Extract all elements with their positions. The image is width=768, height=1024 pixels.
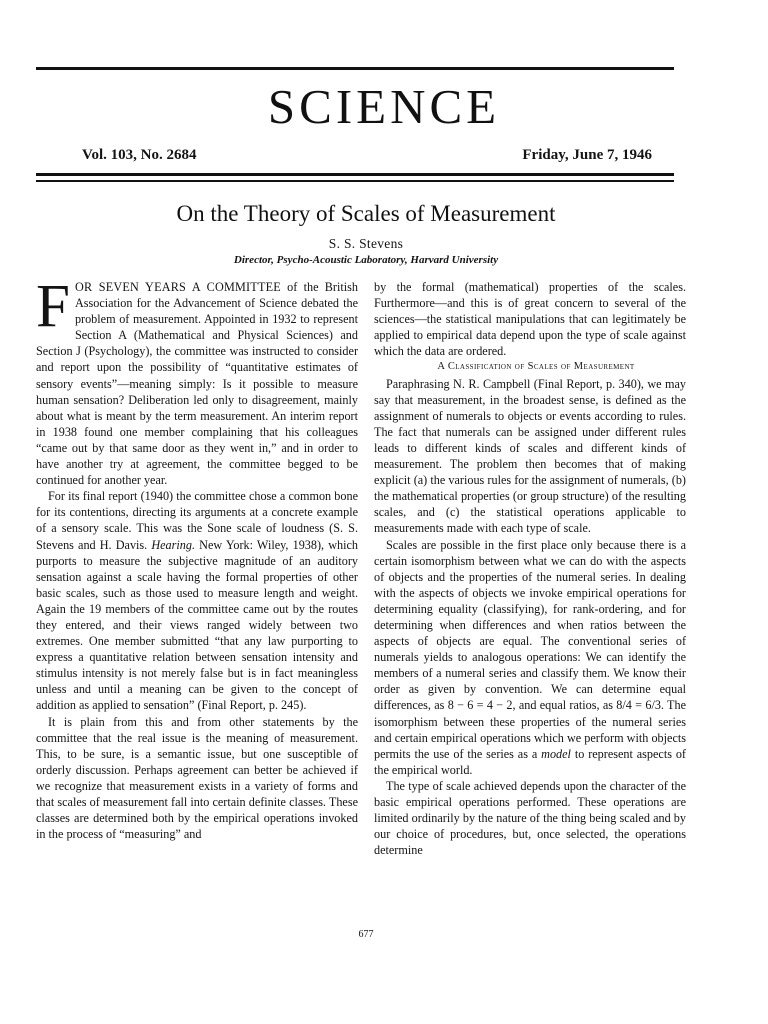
paragraph-text: to represent aspects of the empirical world.	[374, 746, 686, 777]
volume-number: Vol. 103, No. 2684	[82, 147, 197, 163]
section-heading: A Classification of Scales of Measurement	[437, 361, 635, 373]
header-rule-thick	[36, 173, 674, 176]
right-column	[374, 279, 686, 858]
paragraph-campbell: Paraphrasing N. R. Campbell (Final Report, p. 340), we may say that measurement, in the broadest sense, is defined as the assignment of numerals to objects or events according to rules. The fact that numerals can be assigned under different rules leads to different kinds of scales and different kinds of measurement. The problem then becomes that of making explicit (a) the various rules for the assignment of numerals, (b) the mathematical properties (or group structure) of the resulting scales, and (c) the statistical operations applicable to measurements made with each type of scale.	[374, 376, 686, 536]
book-title: Hearing.	[151, 537, 196, 552]
left-column	[36, 273, 358, 842]
paragraph-final-report	[36, 488, 358, 713]
header-rule-thin	[36, 180, 674, 182]
lead-in-small-caps: OR SEVEN YEARS A COMMITTEE	[74, 280, 281, 294]
paragraph-text: New York: Wiley, 1938), which purports to measure the subjective magnitude of an auditory sensation against a scale having the formal properties of other basic scales, such as those used to measure length and weight. Again the 19 members of the committee came out by the routes they entered, and their views ranged widely between two extremes. One member submitted “that any law purporting to express a quantitative relation between sensation intensity and stimulus intensity is not merely false but is in fact meaningless unless and until a meaning can be given to the concept of addition as applied to sensation” (Final Report, p. 245).	[36, 537, 358, 713]
paragraph-intro	[36, 273, 358, 488]
article-title: On the Theory of Scales of Measurement	[176, 201, 556, 226]
paragraph-scale-type: The type of scale achieved depends upon the character of the basic empirical operations performed. These operations are limited ordinarily by the nature of the thing being scaled and by our choice of procedures, but, once selected, the operations determine	[374, 778, 686, 858]
article-author: S. S. Stevens	[328, 236, 404, 251]
paragraph-continued: by the formal (mathematical) properties of the scales. Furthermore—and this is of great concern to several of the sciences—the statistical manipulations that can legitimately be applied to empirical data depend upon the type of scale against which the data are ordered.	[374, 280, 686, 359]
author-affiliation: Director, Psycho-Acoustic Laboratory, Harvard University	[233, 254, 499, 266]
journal-masthead: SCIENCE	[267, 79, 501, 134]
emphasis-model: model	[541, 746, 571, 761]
paragraph-isomorphism	[374, 537, 686, 778]
drop-cap: F	[36, 273, 70, 340]
paragraph-text: Scales are possible in the first place only because there is a certain isomorphism between what we can do with the aspects of objects and the properties of the numeral series. In dealing with the aspects of objects we invoke empirical operations for determining equality (classifying), for rank-ordering, and for determining when differences and when ratios between the aspects of objects are equal. The conventional series of numerals yields to analogous operations: We can identify the members of a numeral series and classify them. We know their order as given by convention. We can determine equal differences, as 8 − 6 = 4 − 2, and equal ratios, as 8/4 = 6/3. The isomorphism between these properties of the numeral series and certain empirical operations which we perform with objects permits the use of the series as a	[374, 537, 686, 761]
page-number: 677	[358, 929, 374, 940]
top-rule	[36, 67, 674, 70]
paragraph-meaning-of-measurement: It is plain from this and from other statements by the committee that the real issue is the meaning of measurement. This, to be sure, is a semantic issue, but one susceptible of orderly discussion. Perhaps agreement can better be achieved if we recognize that measurement exists in a variety of forms and that scales of measurement fall into certain definite classes. These classes are determined both by the empirical operations invoked in the process of “measuring” and	[36, 714, 358, 842]
paragraph-text: For its final report (1940) the committee chose a common bone for its contentions, directing its arguments at a concrete example of a sensory scale. This was the Sone scale of loudness (S. S. Stevens and H. Davis.	[36, 489, 358, 552]
issue-date: Friday, June 7, 1946	[522, 147, 652, 163]
paragraph-text: of the British Association for the Advancement of Science debated the problem of measurement. Appointed in 1932 to represent Section A (Mathematical and Physical Sciences) and Section J (Psychology), the committee was instructed to consider and report upon the possibility of “quantitative estimates of sensory events”—meaning simply: Is it possible to measure human sensation? Deliberation led only to disagreement, mainly about what is meant by the term measurement. An interim report in 1938 found one member complaining that his colleagues “came out by that same door as they went in,” and in order to have another try at agreement, the committee begged to be continued for another year.	[36, 280, 358, 488]
